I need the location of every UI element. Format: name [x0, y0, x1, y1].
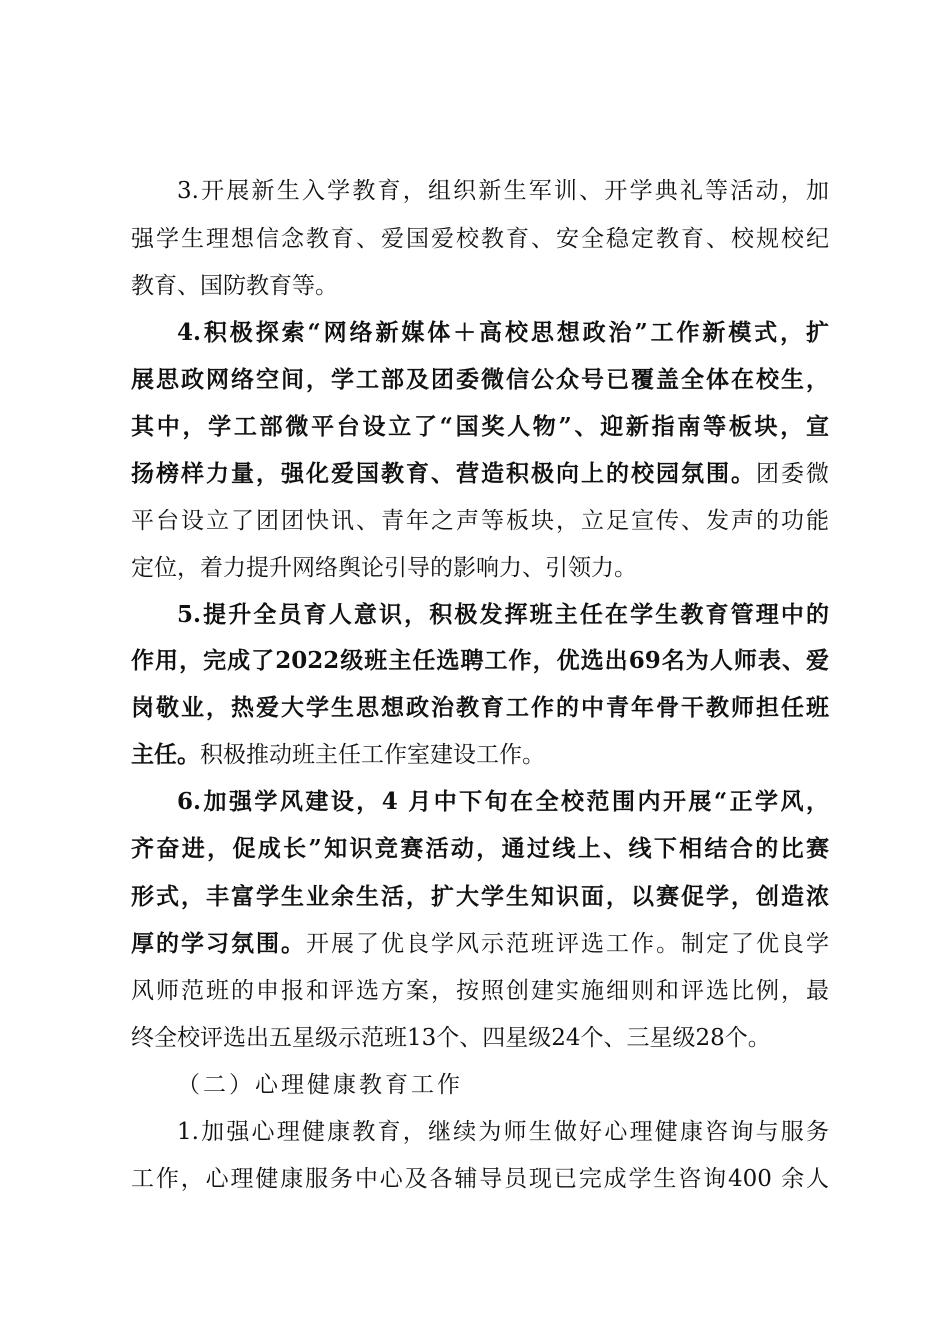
paragraph-3-line-2: 强学生理想信念教育、爱国爱校教育、安全稳定教育、校规校纪: [131, 226, 829, 252]
paragraph-5-line-2: 作用，完成了2022级班主任选聘工作，优选出69名为人师表、爱: [131, 647, 829, 674]
paragraph-3-line-1: 3.开展新生入学教育，组织新生军训、开学典礼等活动，加: [177, 178, 829, 204]
paragraph-4-line-4-normal: 团委微: [756, 461, 829, 487]
section-heading: （二）心理健康教育工作: [177, 1072, 463, 1098]
paragraph-4-line-6: 定位，着力提升网络舆论引导的影响力、引领力。: [131, 555, 637, 581]
paragraph-4-line-5: 平台设立了团团快讯、青年之声等板块，立足宣传、发声的功能: [131, 508, 829, 534]
paragraph-3-line-3: 教育、国防教育等。: [131, 273, 338, 299]
paragraph-5-line-1: 5.提升全员育人意识，积极发挥班主任在学生教育管理中的: [177, 601, 829, 628]
paragraph-6-line-5: 风师范班的申报和评选方案，按照创建实施细则和评选比例，最: [131, 978, 829, 1004]
paragraph-4-line-3: 其中，学工部微平台设立了“国奖人物”、迎新指南等板块，宣: [131, 413, 829, 440]
paragraph-4-line-2: 展思政网络空间，学工部及团委微信公众号已覆盖全体在校生，: [131, 366, 829, 393]
paragraph-6-line-3: 形式，丰富学生业余生活，扩大学生知识面，以赛促学，创造浓: [131, 883, 829, 910]
paragraph-4-line-4-bold: 扬榜样力量，强化爱国教育、营造积极向上的校园氛围。: [131, 460, 756, 487]
paragraph-5-line-4-normal: 积极推动班主任工作室建设工作。: [200, 742, 545, 768]
paragraph-4-line-1: 4.积极探索“网络新媒体＋高校思想政治”工作新模式，扩: [177, 319, 829, 346]
paragraph-5-line-3: 岗敬业，热爱大学生思想政治教育工作的中青年骨干教师担任班: [131, 694, 829, 721]
paragraph-6-line-6: 终全校评选出五星级示范班13个、四星级24个、三星级28个。: [131, 1025, 771, 1051]
paragraph-6-line-2: 齐奋进，促成长”知识竞赛活动，通过线上、线下相结合的比赛: [131, 835, 829, 862]
paragraph-6-line-1: 6.加强学风建设，4 月中下旬在全校范围内开展“正学风，: [177, 788, 829, 815]
paragraph-6-line-4-bold: 厚的学习氛围。: [131, 930, 306, 957]
paragraph-5-line-4-bold: 主任。: [131, 741, 200, 768]
paragraph-4-line-4: [131, 459, 829, 489]
paragraph-5-line-4: [131, 740, 829, 770]
paragraph-6-line-4: [131, 929, 829, 959]
paragraph-6-line-4-normal: 开展了优良学风示范班评选工作。制定了优良学: [306, 931, 829, 957]
paragraph-7-line-2: 工作，心理健康服务中心及各辅导员现已完成学生咨询400 余人: [131, 1166, 829, 1192]
paragraph-7-line-1: 1.加强心理健康教育，继续为师生做好心理健康咨询与服务: [177, 1119, 829, 1145]
